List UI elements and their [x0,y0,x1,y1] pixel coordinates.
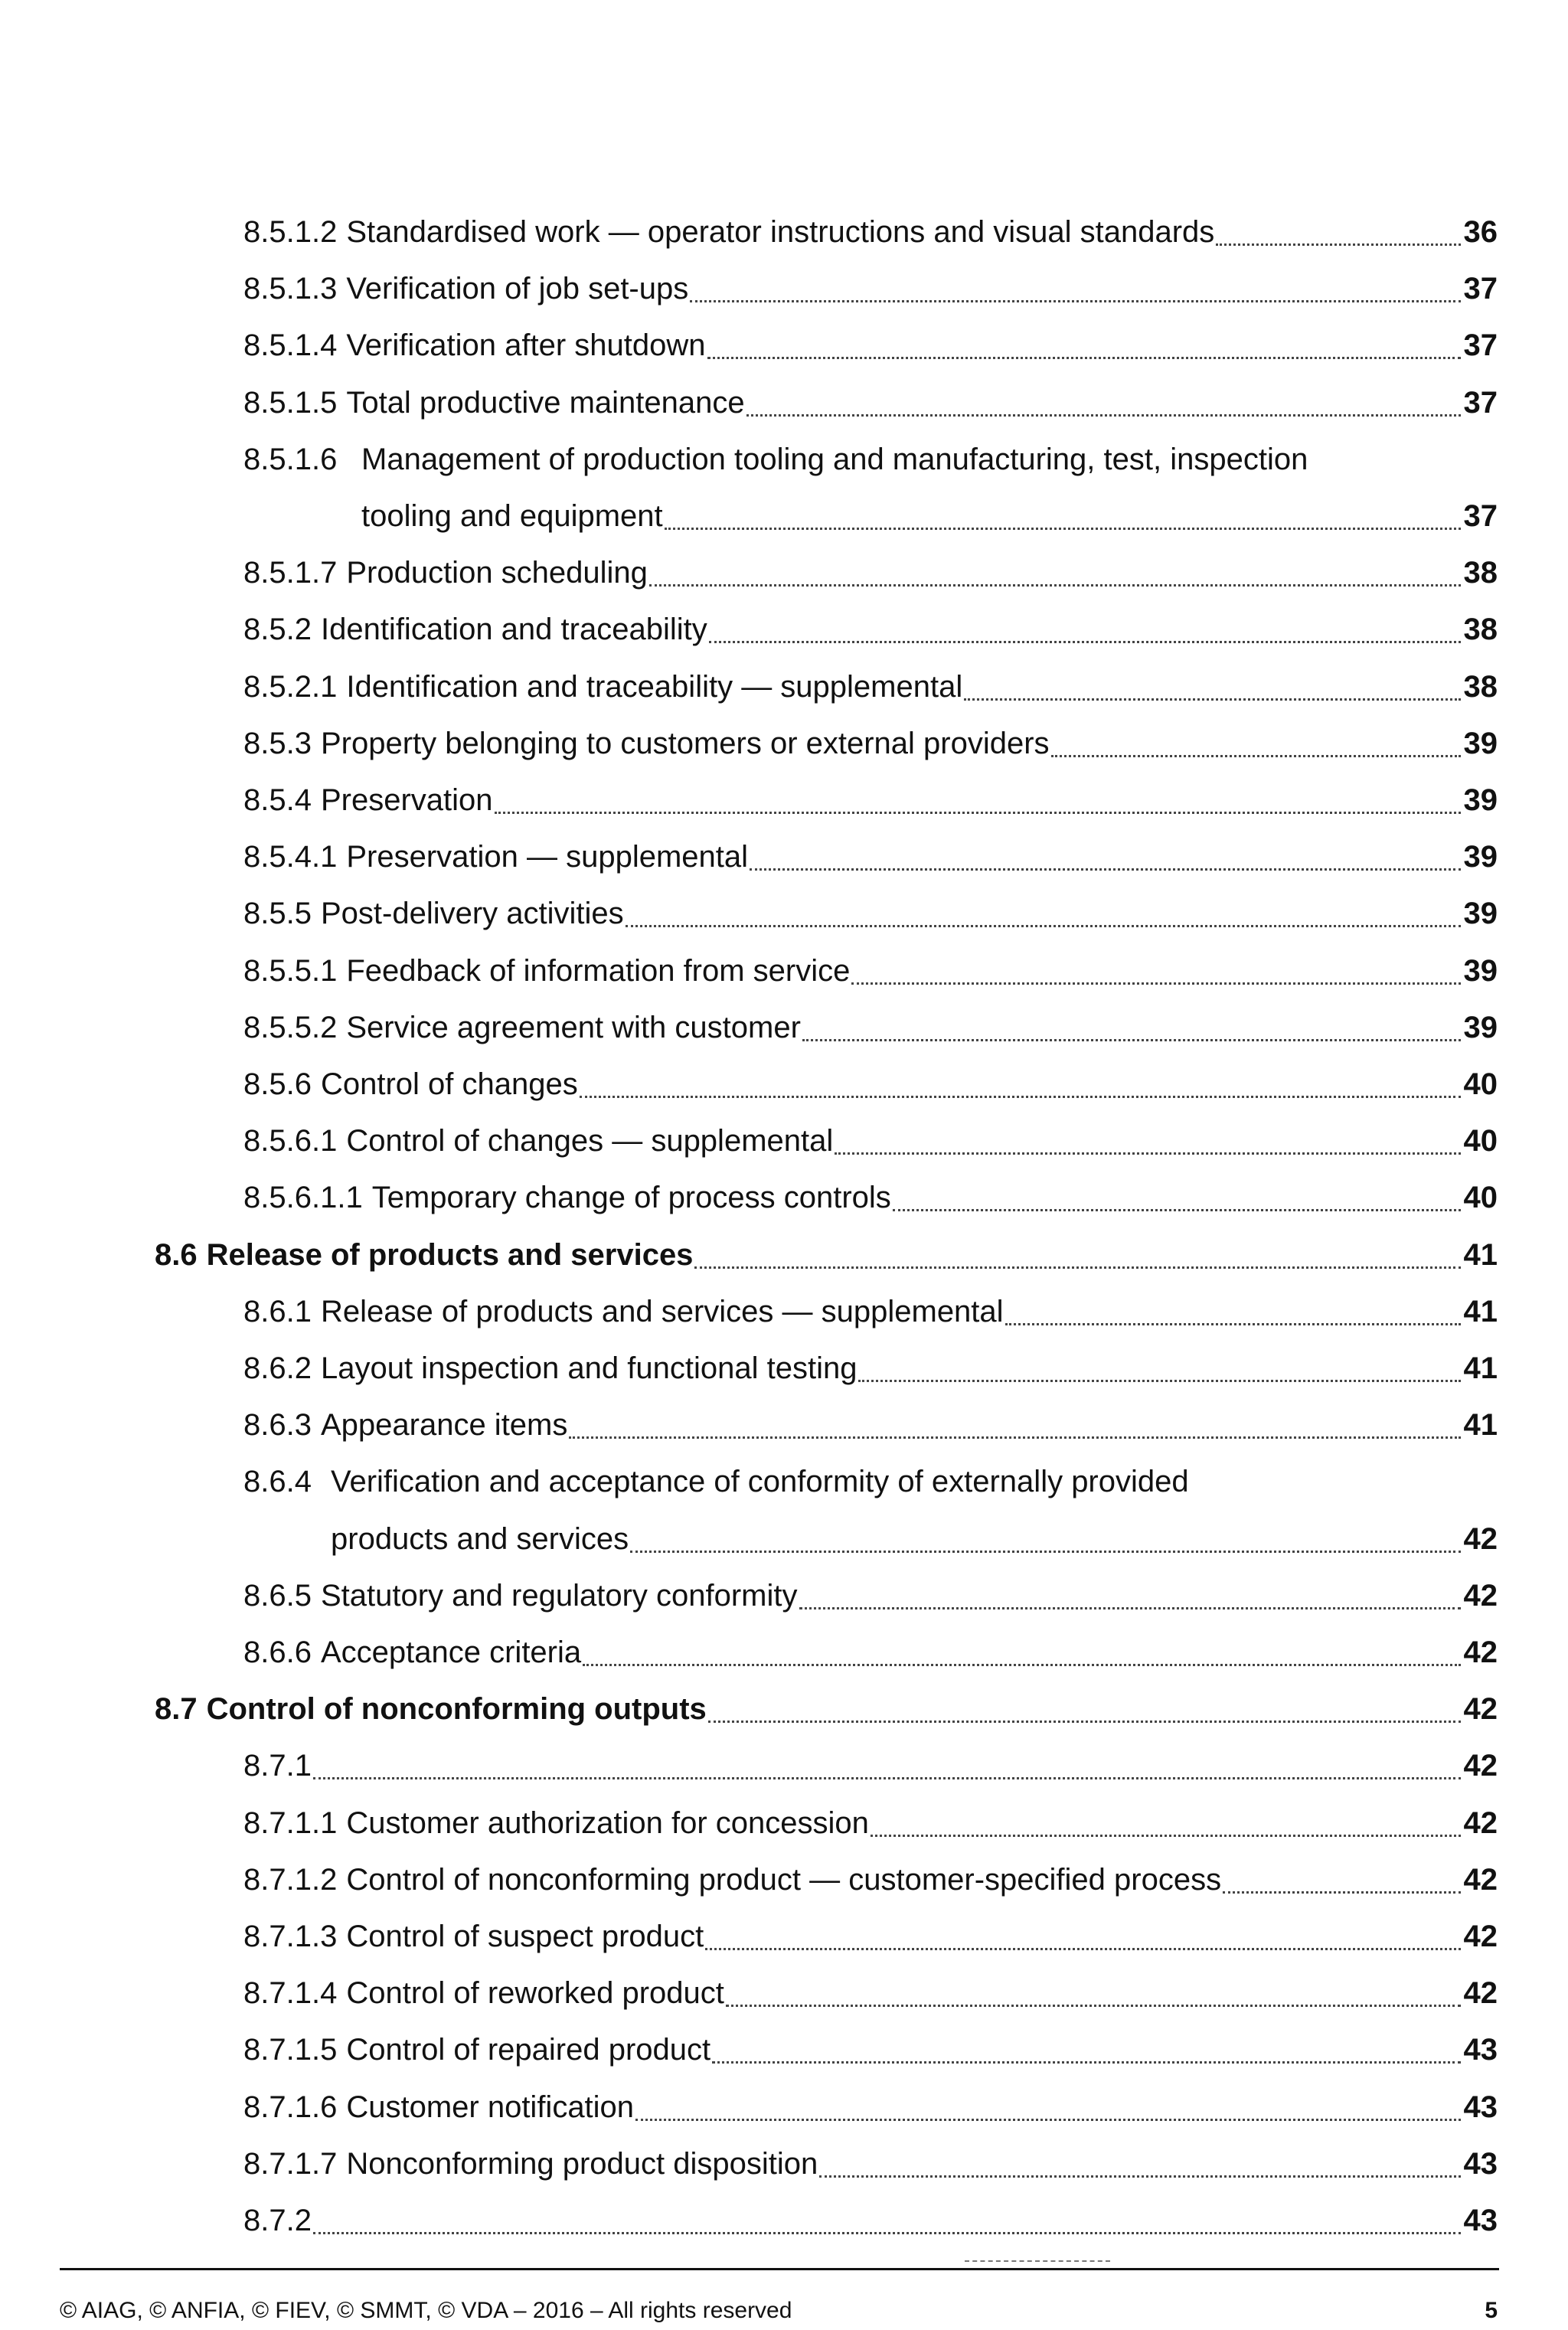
dot-leader [799,1607,1461,1609]
dot-leader [1216,243,1460,246]
toc-entry-title: Standardised work — operator instructions and visual standards [346,215,1215,249]
toc-entry[interactable] [0,2192,1568,2249]
dot-leader [313,2232,1461,2234]
toc-entry-page: 42 [1463,1636,1498,1669]
toc-entry-number: 8.5.1.5 [243,385,338,420]
footer-page-number: 5 [1485,2298,1498,2323]
toc-entry-title: Service agreement with customer [346,1010,801,1044]
toc-entry-number: 8.6.3 [243,1408,312,1443]
dot-leader [1005,1323,1461,1325]
toc-entry-title: Control of changes [320,1067,578,1101]
dot-leader [1223,1891,1460,1894]
toc-entry-number: 8.7.1.7 [243,2146,338,2181]
toc-entry-title: Control of repaired product [346,2033,711,2067]
toc-entry-number: 8.5.2.1 [243,669,338,704]
toc-entry-title-continued: products and services [331,1521,629,1556]
toc-entry-number: 8.5.6.1.1 [243,1181,363,1215]
toc-entry-title: Verification after shutdown [346,328,706,363]
toc-entry-title: Control of changes — supplemental [346,1124,834,1158]
toc-entry-title: Appearance items [320,1408,568,1443]
toc-entry-page: 39 [1463,726,1498,760]
toc-entry-title: Release of products and services [206,1237,694,1272]
toc-entry-page: 40 [1463,1124,1498,1158]
dot-leader [964,698,1460,701]
toc-entry-page: 39 [1463,953,1498,988]
toc-entry-title: Feedback of information from service [346,953,851,988]
dot-leader [712,2061,1460,2064]
dot-leader [750,868,1460,871]
toc-entry-title: Temporary change of process controls [371,1181,891,1215]
dot-leader [746,414,1461,417]
toc-entry-number: 8.5.1.6 [243,442,338,476]
toc-entry-title: Management of production tooling and manufacturing, test, inspection [361,442,1308,476]
toc-entry-title: Production scheduling [346,556,648,590]
dot-leader [835,1152,1460,1155]
toc-entry[interactable] [0,260,1568,317]
toc-entry-title: Control of reworked product [346,1976,724,2011]
toc-entry-title: Property belonging to customers or external providers [320,726,1050,760]
dot-leader [583,1664,1460,1666]
toc-entry[interactable] [0,1169,1568,1226]
toc-entry[interactable] [0,1908,1568,1965]
toc-entry[interactable] [0,601,1568,658]
toc-entry-page: 38 [1463,556,1498,590]
dot-leader [649,584,1461,587]
toc-section-heading[interactable] [0,1227,1568,1283]
dot-leader [635,2119,1460,2121]
dot-leader [569,1436,1460,1439]
toc-entry-page: 39 [1463,840,1498,874]
dot-leader [626,925,1461,927]
toc-entry[interactable] [0,1056,1568,1113]
toc-entry-page: 42 [1463,1578,1498,1613]
dot-leader [630,1551,1460,1553]
toc-entry-page: 42 [1463,1521,1498,1556]
toc-entry-title: Control of nonconforming product — customer-specified process [346,1862,1222,1897]
toc-entry[interactable] [0,204,1568,260]
toc-entry-number: 8.5.5.1 [243,953,338,988]
footer-rule [60,2268,1499,2270]
toc-entry-number: 8.5.1.2 [243,215,338,249]
toc-entry-page: 42 [1463,1692,1498,1727]
toc-entry-page: 41 [1463,1408,1498,1443]
toc-entry-page: 36 [1463,215,1498,249]
dot-leader [819,2175,1460,2178]
toc-entry-title: Customer authorization for concession [346,1806,869,1840]
toc-entry-number: 8.7.1.4 [243,1976,338,2011]
toc-entry-number: 8.7 [155,1692,198,1727]
toc-entry-number: 8.7.1.2 [243,1862,338,1897]
toc-entry-page: 37 [1463,385,1498,420]
toc-entry-page: 41 [1463,1294,1498,1328]
toc-entry-title: Acceptance criteria [320,1636,582,1669]
toc-entry[interactable] [0,2079,1568,2136]
toc-entry-page: 39 [1463,783,1498,817]
toc-entry-number: 8.7.1 [243,1749,312,1783]
toc-entry-page: 41 [1463,1237,1498,1272]
toc-entry-page: 39 [1463,1010,1498,1044]
dot-leader [802,1039,1461,1041]
dot-leader [708,1721,1461,1723]
toc-entry-title: Layout inspection and functional testing [320,1351,858,1385]
dot-leader [313,1777,1461,1779]
toc-entry-title: Post-delivery activities [320,897,624,931]
toc-entry-title: Identification and traceability [320,613,707,647]
toc-entry-number: 8.7.1.5 [243,2033,338,2067]
toc-entry-number: 8.7.1.1 [243,1806,338,1840]
dot-leader [705,1948,1460,1950]
toc-entry-page: 39 [1463,897,1498,931]
toc-entry[interactable] [0,1567,1568,1624]
toc-entry-page: 41 [1463,1351,1498,1385]
toc-entry[interactable] [0,1340,1568,1397]
dot-leader [665,528,1461,530]
toc-entry[interactable] [0,1965,1568,2021]
toc-entry-number: 8.6.5 [243,1578,312,1613]
toc-entry[interactable] [0,431,1568,488]
toc-entry[interactable] [0,1113,1568,1169]
toc-entry-number: 8.7.1.3 [243,1920,338,1953]
toc-entry-page: 43 [1463,2204,1498,2237]
dot-leader [694,1266,1460,1269]
toc-entry[interactable] [0,658,1568,715]
toc-entry-number: 8.7.1.6 [243,2090,338,2124]
toc-entry-title: Verification of job set-ups [346,272,689,306]
toc-entry-title: Control of nonconforming outputs [206,1692,707,1727]
toc-section-heading[interactable] [0,1681,1568,1737]
toc-entry-page: 42 [1463,1920,1498,1953]
footer-copyright: © AIAG, © ANFIA, © FIEV, © SMMT, © VDA – 2016 – All rights reserved [60,2298,792,2323]
toc-entry-number: 8.5.6.1 [243,1124,338,1158]
dot-leader [690,300,1460,302]
toc-entry-page: 40 [1463,1181,1498,1215]
toc-entry-number: 8.5.6 [243,1067,312,1101]
toc-entry-title: Statutory and regulatory conformity [320,1578,798,1613]
toc-entry-number: 8.6 [155,1237,198,1272]
toc-entry-page: 42 [1463,1862,1498,1897]
toc-entry-page: 43 [1463,2033,1498,2067]
toc-entry-number: 8.6.4 [243,1465,312,1499]
toc-entry[interactable] [0,317,1568,374]
toc-entry-number: 8.5.1.4 [243,328,338,363]
toc-entry-number: 8.5.4 [243,783,312,817]
toc-entry-title: Customer notification [346,2090,635,2124]
toc-entry-number: 8.7.2 [243,2204,312,2237]
toc-entry[interactable] [0,1283,1568,1340]
toc-entry[interactable] [0,2136,1568,2192]
dot-leader [707,357,1461,359]
toc-entry-page: 40 [1463,1067,1498,1101]
toc-entry[interactable] [0,772,1568,828]
toc-entry-number: 8.5.5.2 [243,1010,338,1044]
toc-entry-page: 43 [1463,2146,1498,2181]
toc-entry-number: 8.6.6 [243,1636,312,1669]
toc-entry-title: Identification and traceability — supplemental [346,669,963,704]
toc-entry[interactable] [0,1737,1568,1794]
toc-entry-number: 8.5.2 [243,613,312,647]
toc-entry[interactable] [0,999,1568,1056]
toc-entry-continuation [0,488,1568,544]
toc-entry-title-continued: tooling and equipment [361,499,663,533]
dot-leader [709,641,1461,643]
toc-entry-title: Preservation — supplemental [346,840,749,874]
footer-rule-dashed-segment [965,2260,1110,2262]
toc-entry-page: 37 [1463,328,1498,363]
toc-entry-page: 38 [1463,613,1498,647]
dot-leader [1051,755,1461,757]
toc-entry[interactable] [0,374,1568,431]
toc-entry-number: 8.5.1.3 [243,272,338,306]
dot-leader [893,1209,1461,1211]
toc-entry[interactable] [0,1397,1568,1453]
toc-entry-page: 37 [1463,499,1498,533]
dot-leader [858,1380,1460,1382]
toc-entry[interactable] [0,1795,1568,1851]
toc-entry-page: 42 [1463,1749,1498,1783]
toc-entry-page: 38 [1463,669,1498,704]
toc-entry-number: 8.6.2 [243,1351,312,1385]
toc-entry-number: 8.5.4.1 [243,840,338,874]
toc-entry-number: 8.5.3 [243,726,312,760]
toc-entry-page: 37 [1463,272,1498,306]
toc-entry-page: 42 [1463,1806,1498,1840]
toc-entry-title: Release of products and services — supplemental [320,1294,1004,1328]
toc-entry-continuation [0,1511,1568,1567]
dot-leader [495,812,1461,814]
toc-entry-page: 43 [1463,2090,1498,2124]
dot-leader [726,2005,1461,2007]
toc-entry[interactable] [0,885,1568,942]
toc-entry-number: 8.5.1.7 [243,556,338,590]
dot-leader [580,1096,1461,1098]
toc-entry[interactable] [0,715,1568,772]
toc-entry-title: Control of suspect product [346,1920,704,1953]
toc-entry-title: Nonconforming product disposition [346,2146,818,2181]
dot-leader [871,1835,1461,1837]
toc-entry-title: Preservation [320,783,493,817]
toc-entry[interactable] [0,828,1568,885]
toc-entry-title: Total productive maintenance [346,385,745,420]
toc-entry[interactable] [0,1851,1568,1908]
toc-entry[interactable] [0,1624,1568,1681]
toc-entry[interactable] [0,544,1568,601]
toc-entry[interactable] [0,943,1568,999]
toc-entry[interactable] [0,2021,1568,2078]
toc-entry-number: 8.5.5 [243,897,312,931]
dot-leader [851,982,1460,985]
toc-entry-title: Verification and acceptance of conformity of externally provided [331,1465,1189,1499]
toc-entry-number: 8.6.1 [243,1294,312,1328]
toc-entry[interactable] [0,1453,1568,1510]
toc-entry-page: 42 [1463,1976,1498,2011]
